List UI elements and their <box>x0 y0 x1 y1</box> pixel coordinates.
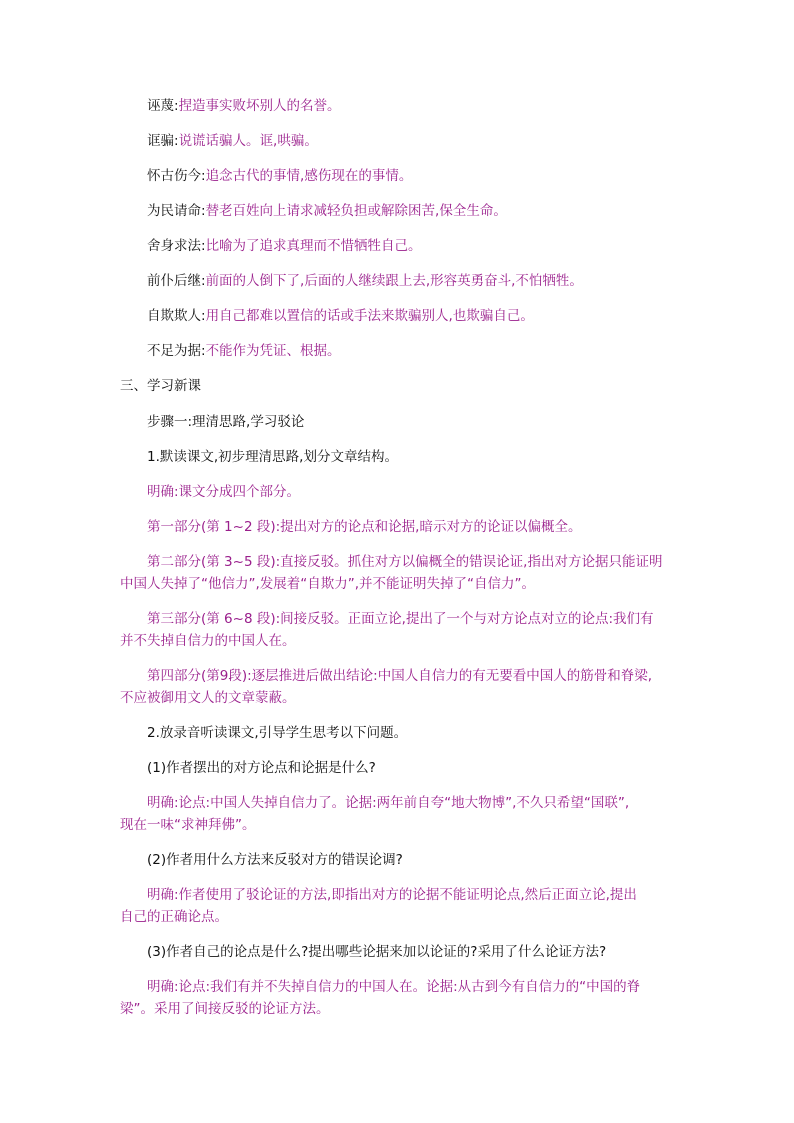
part-3: 第三部分(第 6~8 段):间接反驳。正面立论,提出了一个与对方论点对立的论点:我们有 <box>147 611 654 627</box>
part-2-cont: 中国人失掉了“他信力”,发展着“自欺力”,并不能证明失掉了“自信力”。 <box>120 576 536 592</box>
vocab-entry: 前仆后继:前面的人倒下了,后面的人继续跟上去,形容英勇奋斗,不怕牺牲。 <box>147 273 583 289</box>
part-1: 第一部分(第 1~2 段):提出对方的论点和论据,暗示对方的论证以偏概全。 <box>147 519 582 535</box>
answer-2: 明确:作者使用了驳论证的方法,即指出对方的论据不能证明论点,然后正面立论,提出 <box>147 887 637 903</box>
vocab-entry: 诬蔑:捏造事实败坏别人的名誉。 <box>147 98 341 114</box>
task-1: 1.默读课文,初步理清思路,划分文章结构。 <box>147 449 398 465</box>
vocab-entry: 自欺欺人:用自己都难以置信的话或手法来欺骗别人,也欺骗自己。 <box>147 308 534 324</box>
part-3-cont: 并不失掉自信力的中国人在。 <box>120 633 296 649</box>
vocab-entry: 怀古伤今:追念古代的事情,感伤现在的事情。 <box>147 168 413 184</box>
vocab-entry: 舍身求法:比喻为了追求真理而不惜牺牲自己。 <box>147 238 422 254</box>
question-2: (2)作者用什么方法来反驳对方的错误论调? <box>147 852 403 868</box>
answer-summary: 明确:课文分成四个部分。 <box>147 484 301 500</box>
task-2: 2.放录音听读课文,引导学生思考以下问题。 <box>147 725 408 741</box>
section-heading: 三、学习新课 <box>120 378 201 394</box>
answer-1-cont: 现在一味“求神拜佛”。 <box>120 817 256 833</box>
question-1: (1)作者摆出的对方论点和论据是什么? <box>147 760 376 776</box>
vocab-entry: 诓骗:说谎话骗人。诓,哄骗。 <box>147 133 318 149</box>
part-4: 第四部分(第9段):逐层推进后做出结论:中国人自信力的有无要看中国人的筋骨和脊梁, <box>147 668 653 684</box>
answer-3: 明确:论点:我们有并不失掉自信力的中国人在。论据:从古到今有自信力的“中国的脊 <box>147 979 641 995</box>
question-3: (3)作者自己的论点是什么?提出哪些论据来加以论证的?采用了什么论证方法? <box>147 944 607 960</box>
vocab-entry: 为民请命:替老百姓向上请求减轻负担或解除困苦,保全生命。 <box>147 203 507 219</box>
answer-3-cont: 梁”。采用了间接反驳的论证方法。 <box>120 1001 330 1017</box>
part-4-cont: 不应被御用文人的文章蒙蔽。 <box>120 690 296 706</box>
vocab-entry: 不足为据:不能作为凭证、根据。 <box>147 343 341 359</box>
answer-1: 明确:论点:中国人失掉自信力了。论据:两年前自夸“地大物博”,不久只希望“国联”, <box>147 795 630 811</box>
part-2: 第二部分(第 3~5 段):直接反驳。抓住对方以偏概全的错误论证,指出对方论据只能证明 <box>147 554 663 570</box>
step-heading: 步骤一:理清思路,学习驳论 <box>147 414 305 430</box>
answer-2-cont: 自己的正确论点。 <box>120 909 228 925</box>
